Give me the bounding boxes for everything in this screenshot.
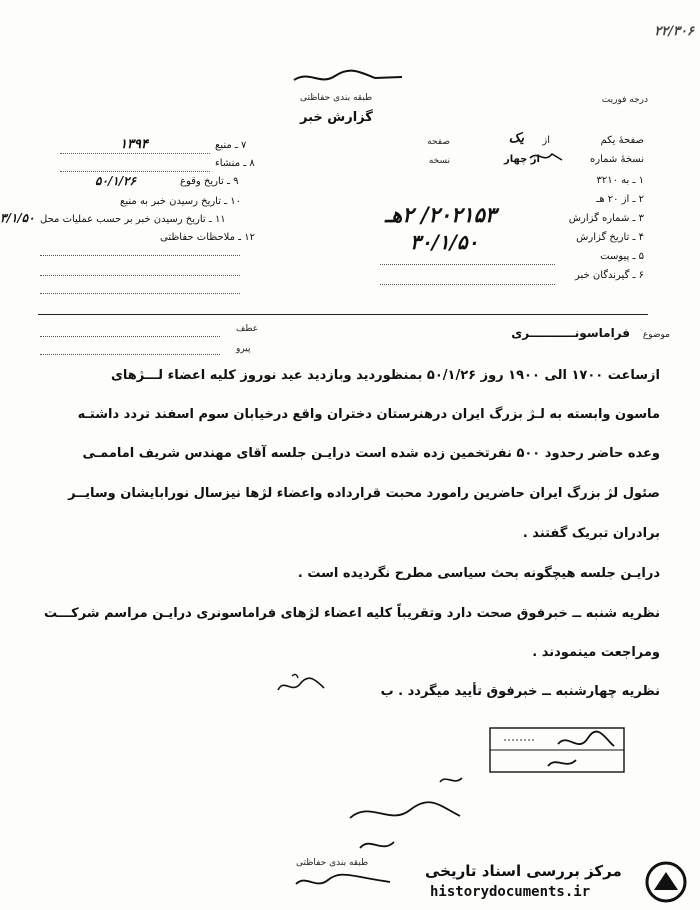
footer-scribble: [290, 870, 400, 894]
copy-row-prefix: نسخۀ شماره: [590, 154, 644, 165]
field-4: ۴ ـ تاریخ گزارش: [576, 232, 644, 243]
field-8: ۸ ـ منشاء: [215, 158, 255, 169]
field-3: ۳ ـ شماره گزارش: [568, 213, 644, 224]
watermark-url: historydocuments.ir: [430, 884, 591, 900]
classification-scribble: [290, 68, 410, 88]
field-11: ۱۱ ـ تاریخ رسیدن خبر بر حسب عملیات محل: [40, 214, 226, 225]
body-line-3: وعده حاضر رحدود ۵۰۰ نفرتخمین زده شده است درایـن جلسه آقای مهندس شریف اماممـی: [82, 446, 660, 461]
page-row-suffix: صفحه: [427, 137, 450, 147]
subject-side-bottom: پیرو: [236, 344, 251, 354]
field-2: ۲ ـ از ۲۰ هـ: [596, 194, 644, 205]
field-7-value: ۱۳۹۴: [120, 137, 148, 152]
field-9: ۹ ـ تاریخ وقوع: [180, 176, 239, 187]
paragraph-3-line-1: نظریه شنبه ــ خبرفوق صحت دارد وتقریباً کلیه اعضاء لژهای فراماسونری درایـن مراسم شرکـــت: [44, 606, 660, 621]
copy-row-suffix: نسخه: [428, 156, 450, 166]
copy-row-from: از چهار: [504, 154, 540, 165]
handwritten-notes: [330, 770, 480, 860]
paragraph-4-signature: [270, 670, 330, 700]
paragraph-4: نظریه چهارشنبه ــ خبرفوق تأیید میگردد . ب: [380, 684, 660, 699]
paragraph-2: درایـن جلسه هیچگونه بحث سیاسی مطرح نگردیده است .: [297, 566, 660, 581]
field-3-value: ۲۰۲۱۵۳/ ۲هـ: [385, 202, 497, 227]
field-1: ۱ ـ به ۳۲۱۰: [596, 175, 644, 186]
subject-value: فراماسونـــــــــــری: [511, 326, 630, 340]
report-title: گزارش خبر: [300, 110, 373, 125]
footer-classification-label: طبقه بندی حفاظتی: [296, 858, 369, 868]
field-5: ۵ ـ پیوست: [600, 251, 644, 262]
priority-label: درجه فوریت: [601, 95, 648, 105]
page-row-from: از: [542, 135, 550, 146]
page-row-value: یک: [508, 131, 524, 146]
subject-label: موضوع: [642, 330, 670, 340]
registration-stamp: [488, 726, 628, 776]
field-6: ۶ ـ گیرندگان خبر: [574, 270, 644, 281]
body-line-2: ماسون وابسته به لـژ بزرگ ایران درهنرستان دختران واقع درخیابان سوم اسفند تردد داشتـه: [77, 407, 660, 422]
watermark-title: مرکز بررسی اسناد تاریخی: [425, 862, 622, 880]
header-classification-label: طبقه بندی حفاظتی: [300, 93, 373, 103]
field-11-value: ۳/۱/۵۰: [0, 211, 35, 225]
field-7: ۷ ـ منبع: [215, 140, 247, 151]
field-12: ۱۲ ـ ملاحظات حفاظتی: [160, 232, 255, 243]
page-row-prefix: صفحۀ یکم: [600, 135, 644, 146]
field-10: ۱۰ ـ تاریخ رسیدن خبر به منبع: [120, 196, 242, 207]
field-4-value: ۳۰/۱/۵۰: [410, 230, 479, 254]
corner-mark: ۲۲/۳۰۶: [654, 24, 694, 39]
body-line-1: ازساعت ۱۷۰۰ الی ۱۹۰۰ روز ۵۰/۱/۲۶ بمنظوردید وبازدید عید نوروز کلیه اعضاء لـــژهای: [110, 368, 660, 383]
body-line-5: برادران تبریک گفتند .: [522, 526, 660, 541]
watermark-logo: [644, 860, 688, 904]
field-9-value: ۵۰/۱/۲۶: [95, 174, 136, 188]
subject-side-top: عطف: [236, 324, 259, 334]
subject-rule-top: [38, 314, 648, 315]
body-line-4: صئول لژ بزرگ ایران حاضرین رامورد محبت قرارداده واعضاء لژها نیزسال نورابایشان وسایــر: [68, 486, 660, 501]
paragraph-3-line-2: ومراجعت مینمودند .: [532, 645, 660, 660]
